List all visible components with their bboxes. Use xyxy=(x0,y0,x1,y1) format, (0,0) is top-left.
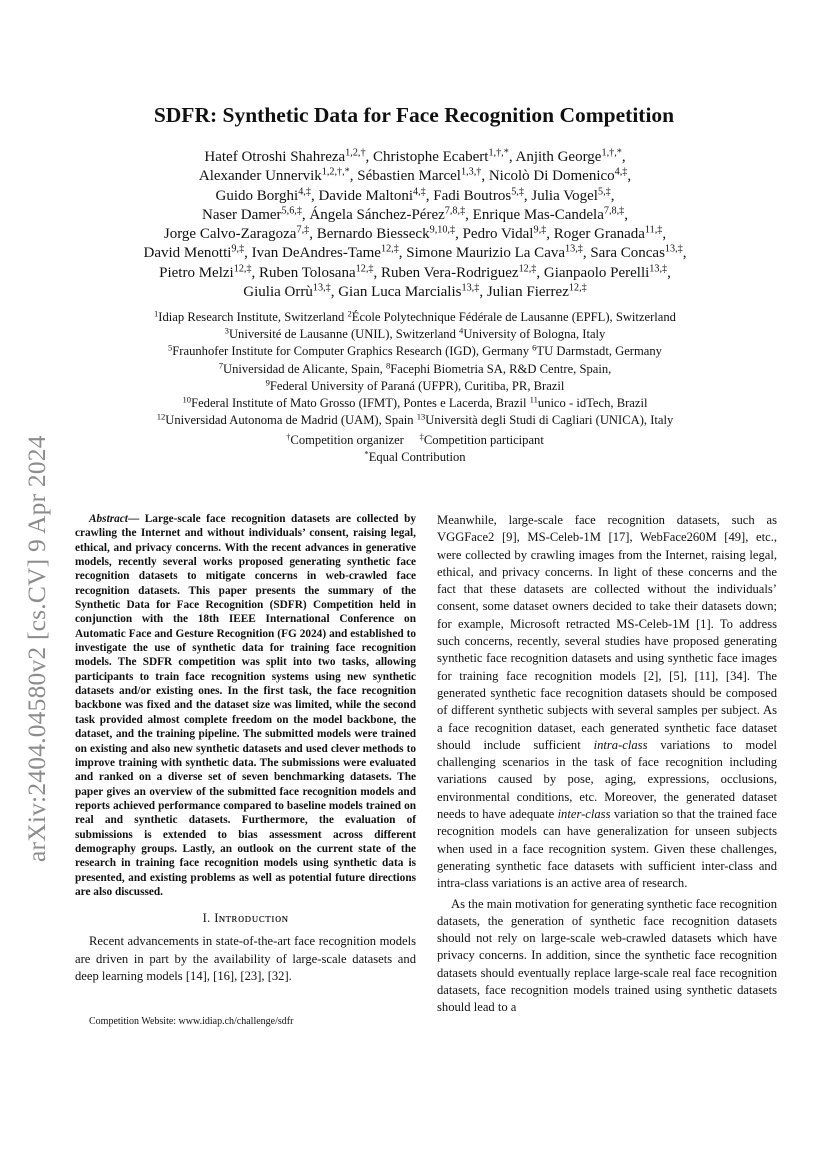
author-affiliation-marks: 11,‡ xyxy=(644,224,663,236)
role-notes: †Competition organizer ‡Competition participant xyxy=(286,431,544,447)
author-name: Roger Granada xyxy=(553,226,645,243)
author-name: Ruben Tolosana xyxy=(259,264,356,281)
author-name: Nicolò Di Domenico xyxy=(488,168,615,185)
author-name: Anjith George xyxy=(515,149,602,165)
affiliation-number: 13 xyxy=(416,411,426,422)
affiliation-number: 10 xyxy=(182,394,192,405)
author-line: Jorge Calvo-Zaragoza$^{7,\ddagger}$, Bernardo Biesseck$^{9,10,\ddagger}$, Pedro Vidal$^{9,\ddagger}$, Roger Granada$^{11,\ddagger}$, xyxy=(163,224,667,243)
affiliation-name: TU Darmstadt, Germany xyxy=(536,344,662,359)
affiliation-number: 8 xyxy=(385,359,391,370)
affiliation-name: Fraunhofer Institute for Computer Graphics Research (IGD), Germany xyxy=(172,344,533,359)
left-column xyxy=(75,512,416,985)
author-line: Alexander Unnervik$^{1,2,\dagger,*}$, Sébastien Marcel$^{1,3,\dagger}$, Nicolò Di Domenico$^{4,\ddagger}$, xyxy=(198,166,632,185)
affiliation-number: 9 xyxy=(265,377,270,388)
author-name: Naser Damer xyxy=(202,206,282,223)
affiliation-number: 6 xyxy=(532,342,537,353)
affiliation-name: Idiap Research Institute, Switzerland xyxy=(158,310,348,324)
affiliation-number: 3 xyxy=(224,325,229,336)
author-name: Jorge Calvo-Zaragoza xyxy=(163,226,297,243)
affiliation-name: Facephi Biometria SA, R&D Centre, Spain, xyxy=(390,361,612,376)
author-name: David Menotti xyxy=(143,245,232,262)
author-name: Christophe Ecabert xyxy=(373,149,489,165)
affiliation-line xyxy=(70,412,760,429)
author-name: Julia Vogel xyxy=(531,187,598,204)
author-name: Sébastien Marcel xyxy=(357,168,461,185)
author-name: Guido Borghi xyxy=(215,187,299,204)
author-name: Sara Concas xyxy=(590,245,665,262)
author-name: Gian Luca Marcialis xyxy=(338,284,462,301)
author-affiliation-marks: 7,‡ xyxy=(296,224,310,236)
author-affiliation-marks: 13,‡ xyxy=(649,263,668,275)
arxiv-stamp-text: arXiv:2404.04580v2 [cs.CV] 9 Apr 2024 xyxy=(22,435,51,862)
affiliation-line xyxy=(70,378,760,395)
competition-website-note: Competition Website: www.idiap.ch/challenge/sdfr xyxy=(89,1016,294,1027)
author-affiliation-marks: 12,‡ xyxy=(518,263,537,275)
affiliation-number: 5 xyxy=(168,342,173,353)
abstract: Abstract— Large-scale face recognition datasets are collected by crawling the Internet and without individuals’ consent, raising legal, ethical, and privacy concerns. With the recent advances in generative models, recently several works proposed generating synthetic face recognition datasets to mitigate concerns in web-crawled face recognition datasets. This paper presents the summary of the Synthetic Data for Face Recognition (SDFR) Competition held in conjunction with the 18th IEEE International Conference on Automatic Face and Gesture Recognition (FG 2024) and established to investigate the use of synthetic data for training face recognition models. The SDFR competition was split into two tasks, allowing participants to train face recognition systems using new synthetic datasets and/or existing ones. In the first task, the face recognition backbone was fixed and the dataset size was limited, while the second task provided almost complete freedom on the model backbone, the dataset, and the training pipeline. The submitted models were trained on existing and also new synthetic datasets and used clever methods to improve training with synthetic data. The submissions were evaluated and ranked on a diverse set of seven benchmarking datasets. The paper gives an overview of the submitted face recognition models and reports achieved performance compared to baseline models trained on real and synthetic datasets. Furthermore, the evaluation of submissions is extended to bias assessment across different demography groups. Lastly, an outlook on the current state of the research in training face recognition models using synthetic data is presented, and existing problems as well as potential future directions are also discussed. xyxy=(75,513,416,898)
motivation-paragraph: As the main motivation for generating synthetic face recognition datasets, the generation of synthetic face recognition datasets should not rely on large-scale web-crawled datasets which have privacy concerns. In addition, since the synthetic face recognition datasets should eventually replace large-scale real face recognition datasets, face recognition models trained using synthetic datasets should lead to a xyxy=(437,896,777,1015)
paper-title: SDFR: Synthetic Data for Face Recognition Competition xyxy=(153,103,675,127)
author-name: Simone Maurizio La Cava xyxy=(406,245,566,262)
affiliation-line xyxy=(70,361,760,378)
affiliation-number: 12 xyxy=(156,411,166,422)
author-affiliation-marks: 9,‡ xyxy=(231,243,245,255)
author-affiliation-marks: 5,‡ xyxy=(511,185,524,197)
author-line: Pietro Melzi$^{12,\ddagger}$, Ruben Tolosana$^{12,\ddagger}$, Ruben Vera-Rodriguez$^{12,\ddagger}$, Gianpaolo Perelli$^{13,\ddagger}$, xyxy=(159,263,671,281)
author-line: David Menotti$^{9,\ddagger}$, Ivan DeAndres-Tame$^{12,\ddagger}$, Simone Maurizio La Cava$^{13,\ddagger}$, Sara Concas$^{13,\ddagger}$, xyxy=(143,243,687,262)
author-affiliation-marks: 13,‡ xyxy=(565,243,583,255)
abstract-label: Abstract xyxy=(89,513,128,525)
author-name: Pietro Melzi xyxy=(159,264,234,281)
author-affiliation-marks: 13,‡ xyxy=(312,282,331,294)
right-column xyxy=(437,512,777,1017)
affiliation-list xyxy=(70,309,760,429)
author-affiliation-marks: 9,‡ xyxy=(533,224,547,236)
affiliation-number: 2 xyxy=(347,308,352,319)
author-affiliation-marks: 12,‡ xyxy=(568,282,587,294)
author-affiliation-marks: 4,‡ xyxy=(298,185,311,197)
author-affiliation-marks: 5,6,‡ xyxy=(281,205,302,217)
author-line: Hatef Otroshi Shahreza$^{1,2,\dagger}$, Christophe Ecabert$^{1,\dagger,*}$, Anjith George$^{1,\dagger,*}$, xyxy=(204,147,626,165)
affiliation-number: 1 xyxy=(154,308,159,319)
equal-contribution-note: *Equal Contribution xyxy=(364,448,466,465)
author-name: Fadi Boutros xyxy=(433,187,512,204)
author-line: Naser Damer$^{5,6,\ddagger}$, Ángela Sánchez-Pérez$^{7,8,\ddagger}$, Enrique Mas-Candela$^{7,8,\ddagger}$, xyxy=(202,205,628,223)
author-name: Enrique Mas-Candela xyxy=(472,206,604,223)
affiliation-name: Università degli Studi di Cagliari (UNICA), Italy xyxy=(425,413,674,428)
author-affiliation-marks: 1,3,† xyxy=(460,166,482,178)
author-name: Giulia Orrù xyxy=(243,284,313,301)
affiliation-name: Universidad Autonoma de Madrid (UAM), Spain xyxy=(165,413,417,428)
author-affiliation-marks: 1,†,* xyxy=(601,147,622,159)
author-list xyxy=(70,148,760,302)
note-participant: Competition participant xyxy=(423,433,544,447)
author-affiliation-marks: 1,2,†,* xyxy=(321,166,350,178)
affiliation-line xyxy=(70,395,760,412)
author-name: Hatef Otroshi Shahreza xyxy=(204,149,346,165)
author-name: Ivan DeAndres-Tame xyxy=(251,245,381,262)
author-affiliation-marks: 12,‡ xyxy=(380,243,399,255)
author-affiliation-marks: 9,10,‡ xyxy=(429,224,456,236)
affiliation-name: Université de Lausanne (UNIL), Switzerland xyxy=(228,327,460,342)
author-affiliation-marks: 12,‡ xyxy=(233,263,252,275)
affiliation-number: 11 xyxy=(529,394,538,405)
author-name: Ángela Sánchez-Pérez xyxy=(309,206,445,223)
affiliation-number: 4 xyxy=(459,325,464,336)
author-affiliation-marks: 7,8,‡ xyxy=(444,205,466,217)
affiliation-name: unico - idTech, Brazil xyxy=(537,396,648,411)
author-affiliation-marks: 12,‡ xyxy=(355,263,374,275)
author-notes xyxy=(70,432,760,466)
author-name: Gianpaolo Perelli xyxy=(543,264,650,281)
note-organizer: Competition organizer xyxy=(290,433,404,447)
author-affiliation-marks: 13,‡ xyxy=(461,282,480,294)
author-affiliation-marks: 4,‡ xyxy=(413,185,426,197)
affiliation-name: University of Bologna, Italy xyxy=(463,327,606,342)
author-affiliation-marks: 4,‡ xyxy=(614,166,628,178)
author-name: Julian Fierrez xyxy=(486,284,569,301)
author-affiliation-marks: 1,†,* xyxy=(488,147,509,159)
intro-paragraph-continued: Meanwhile, large-scale face recognition datasets, such as VGGFace2 [9], MS-Celeb-1M [17], WebFace260M [49], etc., were collected by crawling images from the Internet, raising legal, ethical, and privacy concerns. In light of these concerns and the fact that these datasets are collected without the individuals’ consent, some dataset owners decided to take their datasets down; for example, Microsoft retracted MS-Celeb-1M [1]. To address such concerns, recently, several studies have proposed generating synthetic face recognition datasets and using synthetic face images for training face recognition models [2], [5], [11], [34]. The generated synthetic face recognition datasets should be composed of different synthetic subjects with several samples per subject. As a face recognition dataset, each generated synthetic face dataset should include sufficient intra-class variations to model challenging scenarios in the task of face recognition including variations caused by pose, aging, expressions, occlusions, environmental conditions, etc. Moreover, the generated dataset needs to have adequate inter-class variation so that the trained face recognition models can have generalization for unseen subjects when used in a face recognition system. Given these challenges, generating synthetic face datasets with sufficient inter-class and intra-class variations is an active area of research. xyxy=(437,513,777,891)
author-affiliation-marks: 1,2,† xyxy=(345,147,366,159)
author-line: Giulia Orrù$^{13,\ddagger}$, Gian Luca Marcialis$^{13,\ddagger}$, Julian Fierrez$^{12,\ddagger}$ xyxy=(243,282,587,301)
affiliation-line xyxy=(70,326,760,343)
abstract-text: Large-scale face recognition datasets are collected by crawling the Internet and without individuals’ consent, raising legal, ethical, and privacy concerns. With the recent advances in generative models, recently several works proposed generating synthetic face recognition datasets to mitigate concerns in web-crawled face recognition datasets. This paper presents the summary of the Synthetic Data for Face Recognition (SDFR) Competition held in conjunction with the 18th IEEE International Conference on Automatic Face and Gesture Recognition (FG 2024) and established to investigate the use of synthetic data for training face recognition models. The SDFR competition was split into two tasks, allowing participants to train face recognition systems using new synthetic datasets and/or existing ones. In the first task, the face recognition backbone was fixed and the dataset size was limited, while the second task provided almost complete freedom on the model backbone, the dataset, and the training pipeline. The submitted models were trained on existing and also new synthetic datasets and used clever methods to improve training with synthetic data. The submissions were evaluated and ranked on a diverse set of seven benchmarking datasets. The paper gives an overview of the submitted face recognition models and reports achieved performance compared to baseline models trained on real and synthetic datasets. Furthermore, the evaluation of submissions is extended to bias assessment across different demography groups. Lastly, an outlook on the current state of the research in training face recognition models using synthetic data is presented, and existing problems as well as potential future directions are also discussed. xyxy=(75,513,416,898)
affiliation-line xyxy=(70,343,760,360)
affiliation-name: Universidad de Alicante, Spain, xyxy=(222,361,386,376)
section-heading-introduction: I. Iɴᴛʀᴏᴅᴜᴄᴛɪᴏɴ xyxy=(202,911,289,926)
author-name: Ruben Vera-Rodriguez xyxy=(380,264,519,281)
footnote xyxy=(75,1015,416,1028)
author-name: Alexander Unnervik xyxy=(198,168,322,185)
author-affiliation-marks: 7,8,‡ xyxy=(603,205,625,217)
intro-paragraph: Recent advancements in state-of-the-art face recognition models are driven in part by the availability of large-scale datasets and deep learning models [14], [16], [23], [32]. xyxy=(75,934,416,983)
affiliation-name: Federal Institute of Mato Grosso (IFMT), Pontes e Lacerda, Brazil xyxy=(191,396,530,411)
author-affiliation-marks: 5,‡ xyxy=(597,185,611,197)
affiliation-line xyxy=(70,309,760,326)
author-affiliation-marks: 13,‡ xyxy=(664,243,683,255)
affiliation-name: École Polytechnique Fédérale de Lausanne (EPFL), Switzerland xyxy=(351,310,676,324)
author-name: Davide Maltoni xyxy=(318,187,414,204)
affiliation-number: 7 xyxy=(218,359,223,370)
affiliation-name: Federal University of Paraná (UFPR), Curitiba, PR, Brazil xyxy=(269,378,565,393)
author-name: Pedro Vidal xyxy=(462,226,534,243)
author-line: Guido Borghi$^{4,\ddagger}$, Davide Maltoni$^{4,\ddagger}$, Fadi Boutros$^{5,\ddagger}$, Julia Vogel$^{5,\ddagger}$, xyxy=(215,185,615,204)
author-name: Bernardo Biesseck xyxy=(316,226,430,243)
